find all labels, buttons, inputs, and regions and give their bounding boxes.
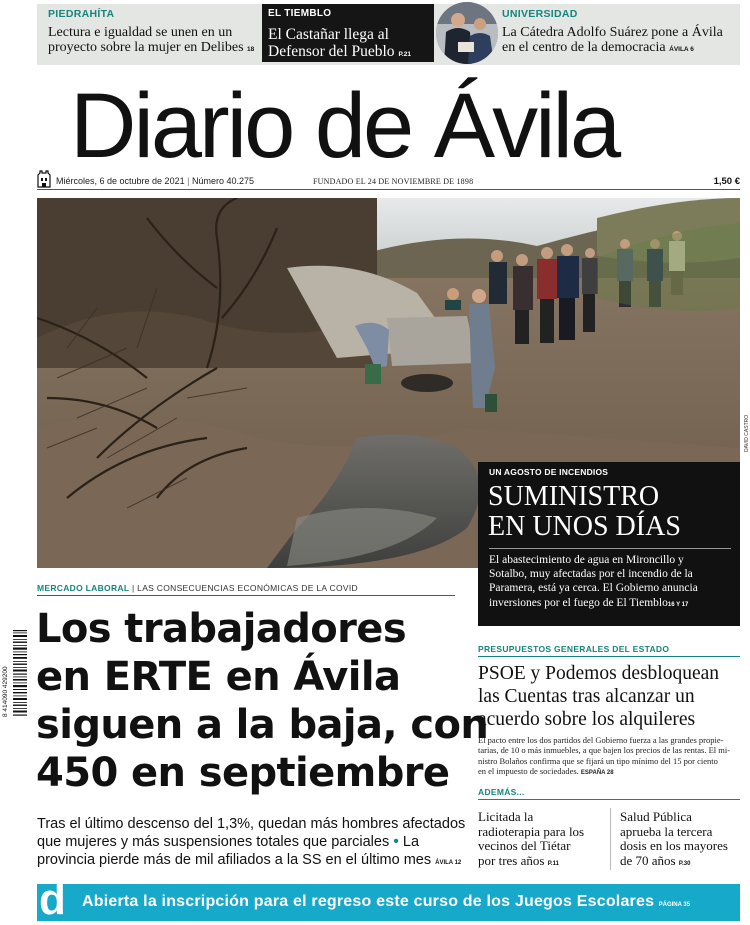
dateline-rule [37,189,740,190]
item-line: Licitada la [478,809,534,824]
photo-story-text: El abastecimiento de agua en Mironcillo y [489,554,684,566]
body-line: El pacto entre los dos partidos del Gobierno fuerza a las grandes propie- [478,735,724,745]
item-line: Salud Pública [620,809,692,824]
photo-story-text: Paramera, está ya cerca. El Gobierno anuncia [489,582,698,595]
kicker-rule [37,595,455,596]
item-line: dosis en los mayores [620,838,728,853]
page-ref: ÁVILA 12 [435,860,462,866]
footer-logo: d [39,875,66,924]
ademas-item[interactable] [620,810,728,871]
page-ref: 16 Y 17 [667,601,689,608]
issue-number: Número 40.275 [191,176,254,186]
kicker: LAS CONSECUENCIAS ECONÓMICAS DE LA COVID [137,583,358,593]
budget-body [478,735,730,778]
teaser-photo [436,2,498,64]
photo-story-box[interactable] [478,462,740,626]
body-line: nistro Bolaños confirma que se fijará un tipo mínimo del 15 por ciento [478,755,718,766]
page-ref: ESPAÑA 28 [580,769,614,776]
page-ref: PÁGINA 35 [658,902,691,908]
ademas-label: ADEMÁS... [478,787,525,797]
teaser-line: La Cátedra Adolfo Suárez pone a Ávila [502,25,723,40]
teaser-label: PIEDRAHÍTA [48,8,115,20]
lead-subhead [37,815,465,872]
page-ref: P.21 [398,51,411,58]
item-line: radioterapia para los [478,823,585,839]
headline-line: 450 en septiembre [36,750,450,796]
barcode-digits: 8 414090 429200 [2,666,9,717]
item-line: vecinos del Tiétar [478,838,571,853]
photo-story-title: EN UNOS DÍAS [488,511,681,542]
teaser-line: proyecto sobre la mujer en Delibes [48,40,244,55]
ademas-item[interactable] [478,810,584,871]
photo-story-title: SUMINISTRO [488,481,660,512]
section-rule [478,656,740,657]
subhead-line: La [402,834,420,850]
photo-credit: DAVID CASTRO [744,414,750,452]
people-photo [436,2,498,64]
teaser-label: UNIVERSIDAD [502,8,578,20]
subhead-line: Tras el último descenso del 1,3%, quedan más hombres afectados [37,816,466,832]
section-label: MERCADO LABORAL [37,583,130,593]
headline-line: PSOE y Podemos desbloquean [478,663,720,684]
headline-line: en ERTE en Ávila [36,654,401,700]
teaser-universidad[interactable] [502,8,740,57]
budget-headline[interactable] [478,662,719,731]
teaser-el-tiemblo[interactable] [262,4,434,62]
photo-story-rule [489,548,731,549]
price: 1,50 € [713,176,740,187]
teaser-line: El Castañar llega al [268,26,389,43]
body-line: en el impuesto de sociedades. [478,765,579,776]
photo-story-kicker: UN AGOSTO DE INCENDIOS [489,467,609,477]
founded: FUNDADO EL 24 DE NOVIEMBRE DE 1898 [313,177,474,186]
photo-story-text: inversiones por el fuego de El Tiemblo [489,596,668,609]
date: Miércoles, 6 de octubre de 2021 [56,176,185,186]
footer-text: Abierta la inscripción para el regreso este curso de los Juegos Escolares [82,893,655,910]
masthead-title[interactable]: Diario de Ávila [70,75,619,177]
subhead-line: que mujeres y más suspensiones totales que parciales [37,834,390,850]
teaser-piedrahita[interactable] [48,8,258,57]
headline-line: acuerdo sobre los alquileres [478,709,696,730]
photo-story-text: Sotalbo, muy afectadas por el incendio de la [489,568,693,581]
bullet-icon: • [393,833,399,850]
page-ref: P.11 [547,860,559,867]
teaser-line: en el centro de la democracia [502,40,666,55]
tower-icon [37,170,51,188]
teaser-line: Defensor del Pueblo [268,43,395,60]
item-line: por tres años [478,852,545,868]
headline-line: siguen a la baja, con [36,702,489,748]
body-line: tarias, de 10 o más inmuebles, a que bajen los precios de las rentas. El mi- [478,745,731,756]
headline-line: las Cuentas tras alcanzar un [478,686,695,707]
subhead-line: provincia pierde más de mil afiliados a la SS en el último mes [37,852,432,868]
item-line: aprueba la tercera [620,823,713,839]
section-rule [478,799,740,800]
page-ref: ÁVILA 6 [669,46,694,53]
item-line: de 70 años [620,852,676,868]
teaser-line: Lectura e igualdad se unen en un [48,25,233,40]
headline-line: Los trabajadores [36,606,407,652]
section-label: PRESUPUESTOS GENERALES DEL ESTADO [478,644,670,654]
teaser-label: EL TIEMBLO [268,8,332,19]
page-ref: P.30 [678,860,691,867]
logo-icon [37,170,51,188]
footer-banner[interactable] [37,875,740,924]
lead-headline[interactable] [36,605,488,797]
page-ref: 18 [247,46,255,53]
item-divider [610,808,611,870]
